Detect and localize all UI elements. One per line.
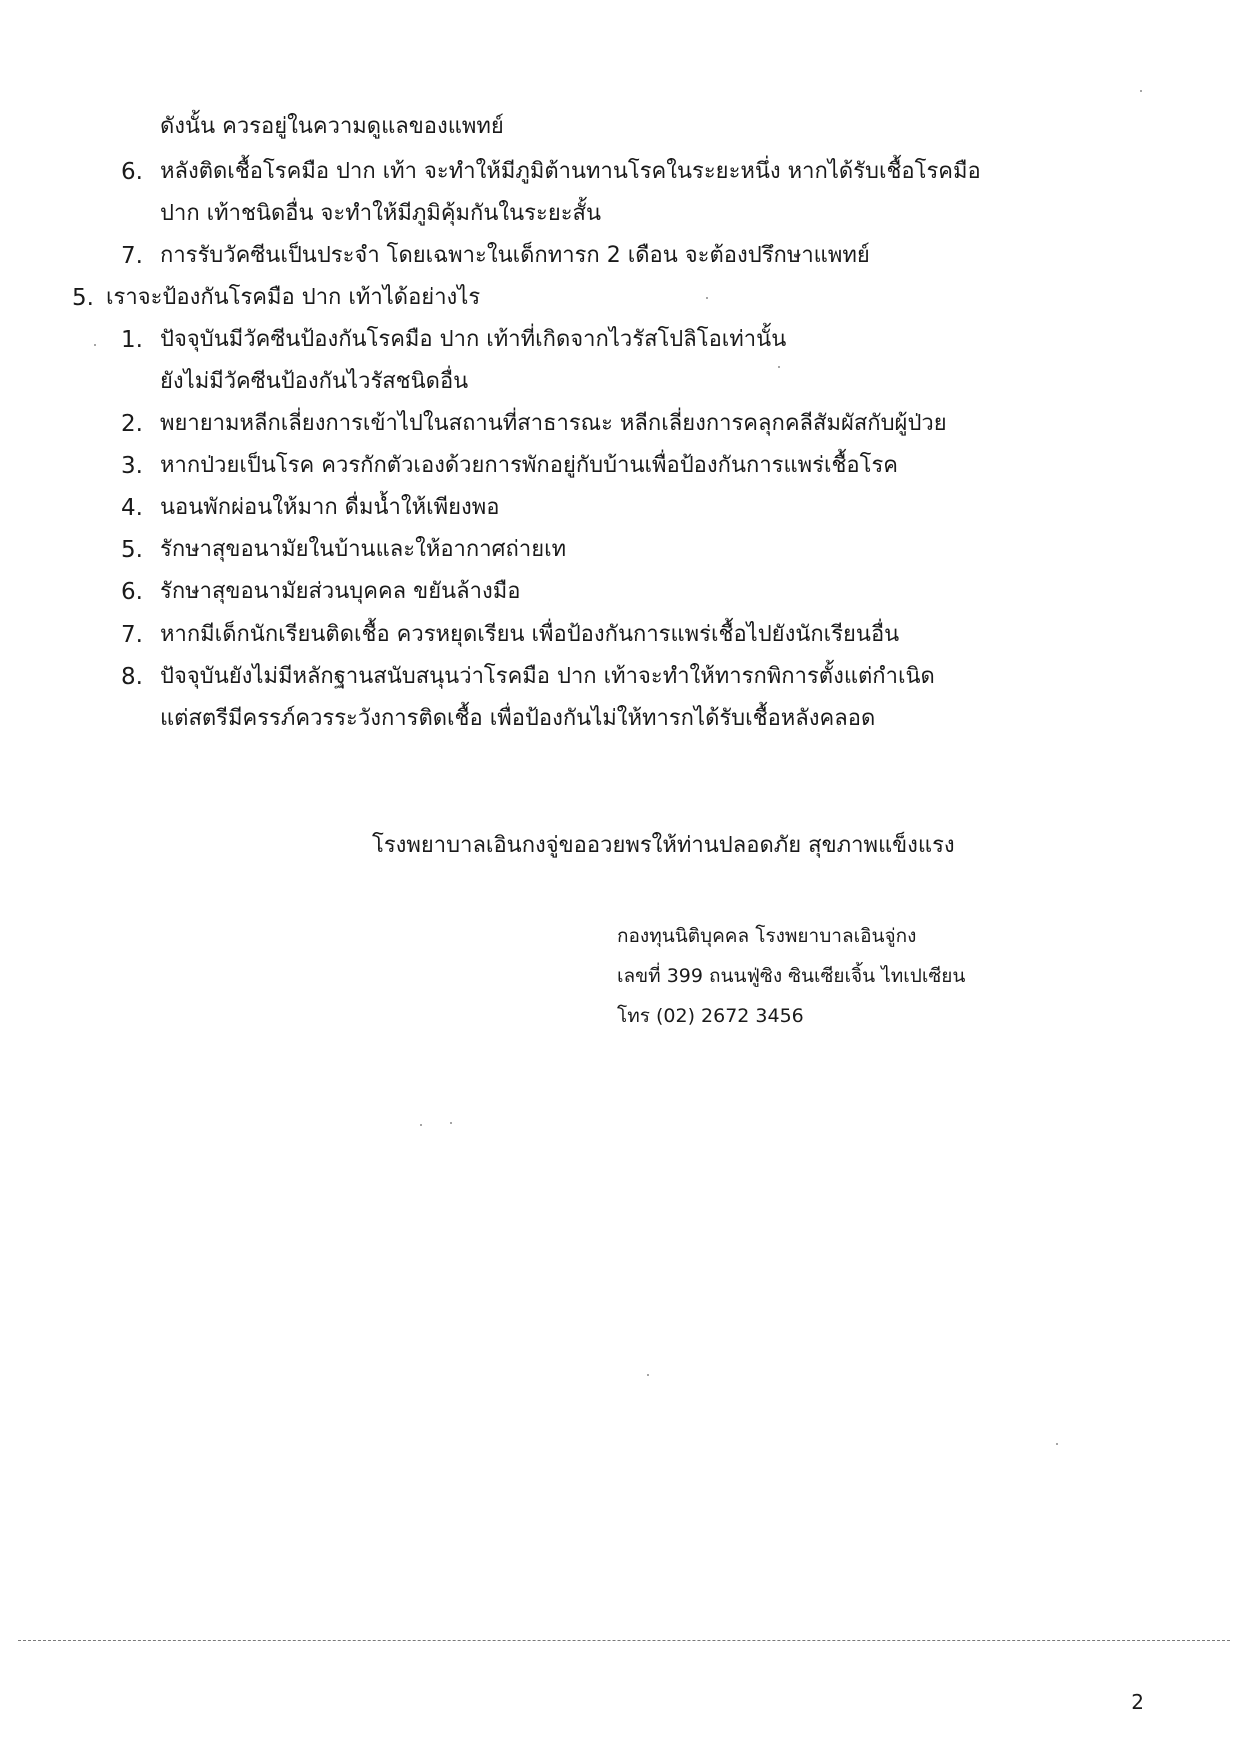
item-text: หากมีเด็กนักเรียนติดเชื้อ ควรหยุดเรียน เพื่อป้องกันการแพร่เชื้อไปยังนักเรียนอื่น — [160, 622, 900, 647]
item-text: ยังไม่มีวัคซีนป้องกันไวรัสชนิดอื่น — [160, 369, 469, 394]
address-phone: โทร (02) 2672 3456 — [617, 1005, 804, 1027]
scan-speck — [450, 1122, 452, 1124]
section-heading: เราจะป้องกันโรคมือ ปาก เท้าได้อย่างไร — [106, 285, 481, 310]
scan-speck — [1140, 90, 1142, 92]
item-number: 3. — [121, 453, 143, 479]
item-text: หากป่วยเป็นโรค ควรกักตัวเองด้วยการพักอยู่กับบ้านเพื่อป้องกันการแพร่เชื้อโรค — [160, 453, 898, 478]
item-text: ปัจจุบันยังไม่มีหลักฐานสนับสนุนว่าโรคมือ ปาก เท้าจะทำให้ทารกพิการตั้งแต่กำเนิด — [160, 664, 935, 689]
item-number: 1. — [121, 327, 143, 353]
address-street: เลขที่ 399 ถนนฟู่ซิง ซินเซียเจิ้น ไทเปเซียน — [617, 965, 966, 987]
item-number: 2. — [121, 411, 143, 437]
scan-speck — [647, 1374, 649, 1376]
item-number: 6. — [121, 159, 143, 185]
scan-speck — [706, 297, 708, 299]
section-number: 5. — [72, 285, 94, 311]
footer-divider — [18, 1640, 1230, 1641]
item-text: นอนพักผ่อนให้มาก ดื่มน้ำให้เพียงพอ — [160, 495, 500, 520]
item-text: รักษาสุขอนามัยในบ้านและให้อากาศถ่ายเท — [160, 537, 567, 562]
closing-greeting: โรงพยาบาลเอินกงจู่ขออวยพรให้ท่านปลอดภัย สุขภาพแข็งแรง — [372, 833, 955, 858]
section4-continuation: ดังนั้น ควรอยู่ในความดูแลของแพทย์ — [160, 114, 504, 139]
item-text: การรับวัคซีนเป็นประจำ โดยเฉพาะในเด็กทารก 2 เดือน จะต้องปรึกษาแพทย์ — [160, 243, 870, 268]
item-number: 5. — [121, 537, 143, 563]
item-number: 6. — [121, 579, 143, 605]
page-number: 2 — [1131, 1690, 1144, 1714]
item-text: พยายามหลีกเลี่ยงการเข้าไปในสถานที่สาธารณะ หลีกเลี่ยงการคลุกคลีสัมผัสกับผู้ป่วย — [160, 411, 947, 436]
item-text: รักษาสุขอนามัยส่วนบุคคล ขยันล้างมือ — [160, 579, 521, 604]
item-number: 7. — [121, 622, 143, 648]
item-number: 8. — [121, 664, 143, 690]
scan-speck — [778, 366, 780, 368]
item-text: แต่สตรีมีครรภ์ควรระวังการติดเชื้อ เพื่อป้องกันไม่ให้ทารกได้รับเชื้อหลังคลอด — [160, 706, 876, 731]
item-number: 7. — [121, 243, 143, 269]
address-org: กองทุนนิติบุคคล โรงพยาบาลเอินจู่กง — [617, 925, 917, 947]
scan-speck — [94, 344, 96, 346]
item-text: ปาก เท้าชนิดอื่น จะทำให้มีภูมิคุ้มกันในระยะสั้น — [160, 201, 601, 226]
item-text: หลังติดเชื้อโรคมือ ปาก เท้า จะทำให้มีภูมิต้านทานโรคในระยะหนึ่ง หากได้รับเชื้อโรคมือ — [160, 159, 981, 184]
item-number: 4. — [121, 495, 143, 521]
scan-speck — [420, 1124, 422, 1126]
item-text: ปัจจุบันมีวัคซีนป้องกันโรคมือ ปาก เท้าที่เกิดจากไวรัสโปลิโอเท่านั้น — [160, 327, 787, 352]
scan-speck — [1056, 1443, 1058, 1445]
